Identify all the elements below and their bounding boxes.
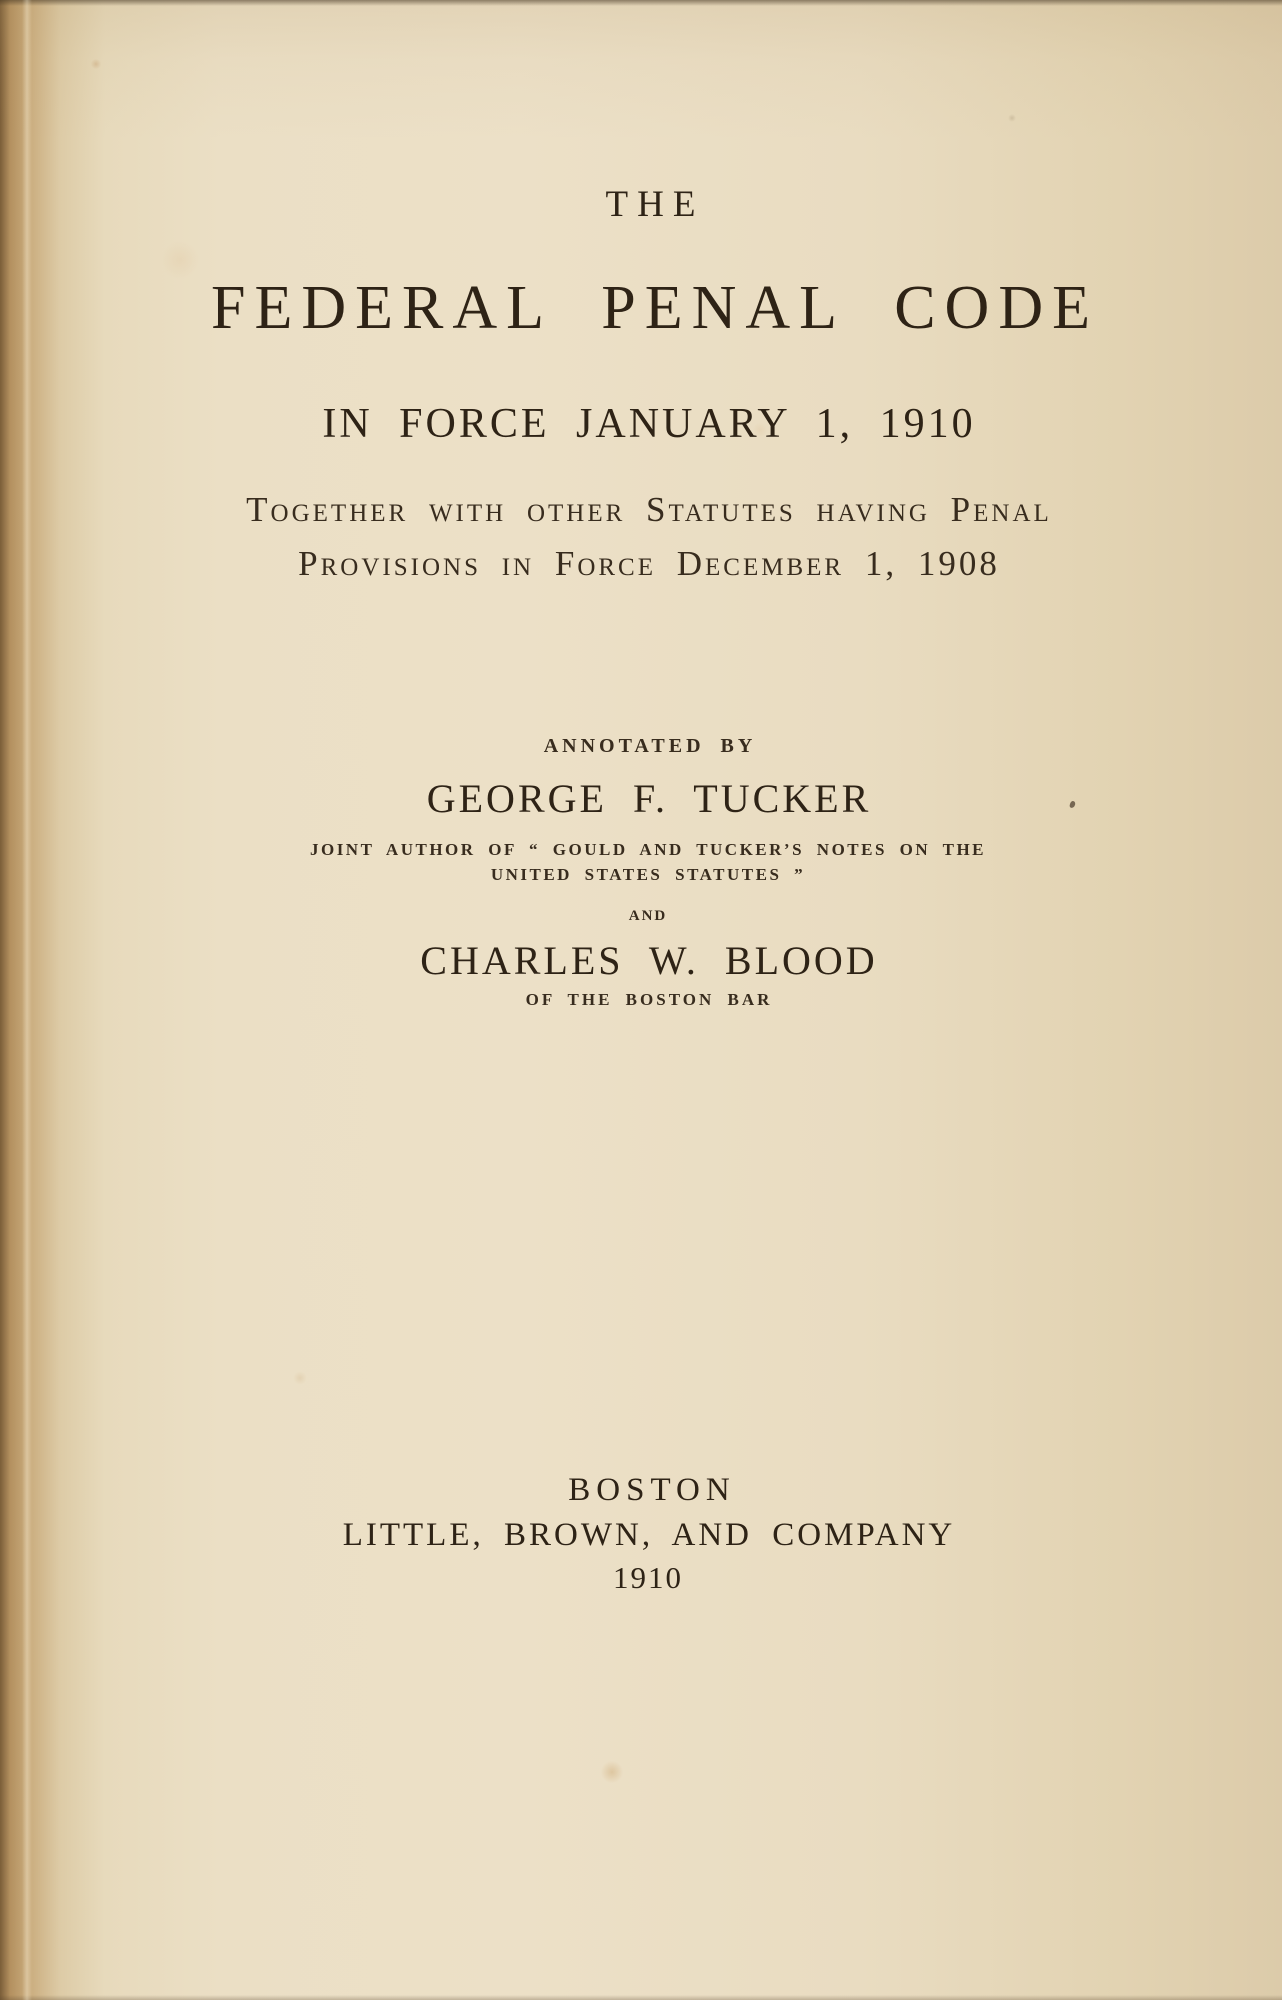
author-tucker-credit-line-1: JOINT AUTHOR OF “ GOULD AND TUCKER’S NOTES ON THE bbox=[309, 840, 987, 859]
supplement-line-2: Provisions in Force December 1, 1908 bbox=[298, 544, 1000, 583]
supplement-line-1: Together with other Statutes having Penal bbox=[246, 490, 1052, 529]
imprint-year: 1910 bbox=[613, 1560, 683, 1595]
conjunction-and: AND bbox=[628, 908, 668, 924]
author-name-tucker: GEORGE F. TUCKER bbox=[426, 776, 872, 821]
author-blood-credit: OF THE BOSTON BAR bbox=[525, 990, 773, 1009]
main-title: FEDERAL PENAL CODE bbox=[211, 274, 1099, 342]
imprint-publisher: LITTLE, BROWN, AND COMPANY bbox=[342, 1517, 956, 1553]
page-bottom-edge bbox=[0, 1995, 1282, 2000]
page-top-edge bbox=[0, 0, 1282, 6]
author-name-blood: CHARLES W. BLOOD bbox=[420, 938, 878, 983]
imprint-city: BOSTON bbox=[568, 1472, 736, 1508]
series-word: THE bbox=[605, 184, 705, 225]
annotated-by-label: ANNOTATED BY bbox=[543, 735, 757, 757]
author-tucker-credit-line-2: UNITED STATES STATUTES ” bbox=[490, 865, 806, 884]
edition-line: IN FORCE JANUARY 1, 1910 bbox=[322, 401, 976, 447]
